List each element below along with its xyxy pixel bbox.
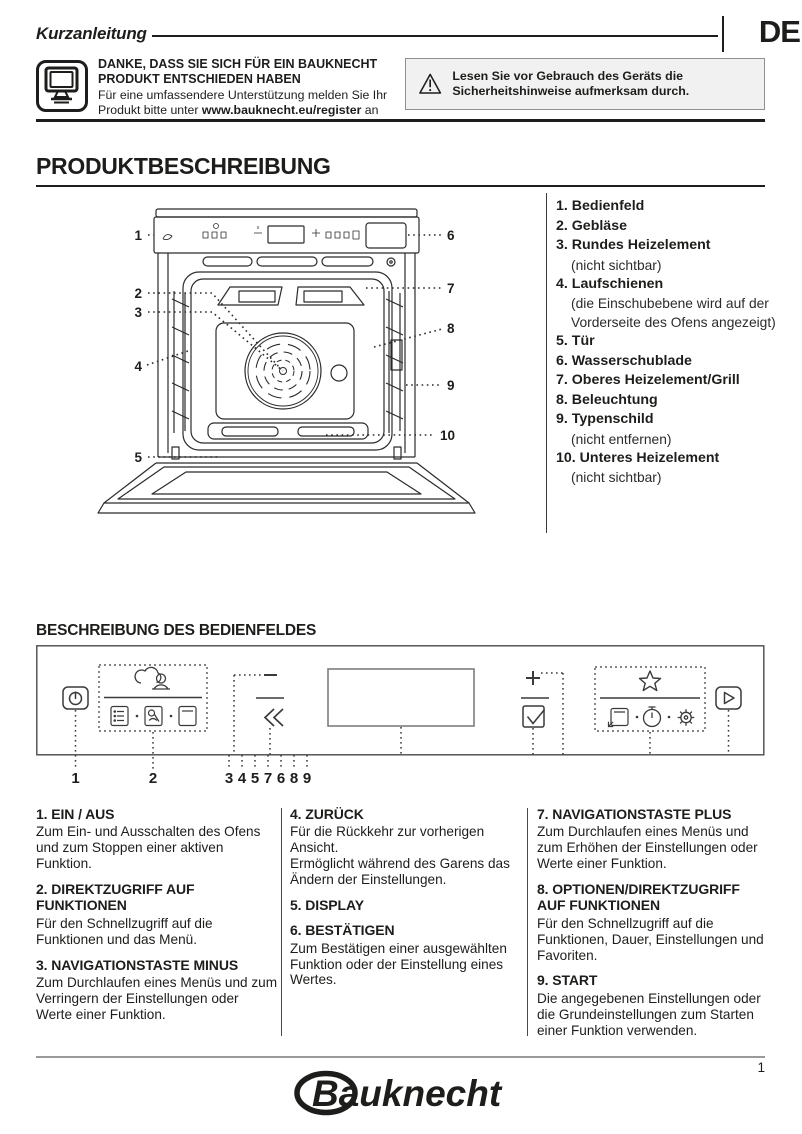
function-heading: 7. NAVIGATIONSTASTE PLUS [537,806,732,822]
function-heading: 2. DIREKTZUGRIFF AUF FUNKTIONEN [36,881,195,914]
control-panel-diagram [36,645,765,787]
separator-dot [170,715,173,718]
register-url: www.bauknecht.eu/register [201,102,362,117]
separator-dot [136,715,139,718]
settings-gear-icon [678,709,695,726]
list-item: 3. Rundes Heizelement (nicht sichtbar) [556,237,711,273]
assisted-cooking-icon [135,667,170,689]
function-heading: 1. EIN / AUS [36,806,115,822]
thanks-body-post: an [361,102,379,117]
parts-list [546,193,798,533]
header-vertical-divider [722,16,724,52]
separator-dot [668,716,671,719]
section-divider [36,119,765,122]
svg-text:8: 8 [289,770,299,787]
list-item: 7. Oberes Heizelement/Grill [556,372,740,388]
svg-text:7: 7 [263,770,273,787]
function-body: Für die Rückkehr zur vorherigen Ansicht. [290,824,485,856]
svg-text:8: 8 [447,321,455,336]
function-body: Ermöglicht während des Garens das Ändern der Einstellungen. [290,856,510,888]
footer-rule [36,1056,765,1058]
oven-door-icon [179,707,196,726]
list-item: 9. Typenschild (nicht entfernen) [556,411,672,447]
panel-section-title: BESCHREIBUNG DES BEDIENFELDES [36,622,317,639]
svg-text:6: 6 [447,228,455,243]
function-body: Die angegebenen Einstellungen oder die Grundeinstellungen zum Starten einer Funktion verwenden. [537,990,761,1038]
function-body: Für den Schnellzugriff auf die Funktionen, Dauer, Einstellungen und Favoriten. [537,915,764,963]
language-code: DE [758,14,800,49]
callout-numbers-left [134,228,142,465]
list-item: 10. Unteres Heizelement (nicht sichtbar) [556,449,720,485]
thanks-body-pre: Für eine umfassendere Unterstützung melden Sie Ihr Produkt bitte unter [98,88,388,117]
doc-title: Kurzanleitung [36,24,147,43]
list-item: 1. Bedienfeld [556,198,645,214]
monitor-icon [36,60,88,112]
thanks-text [98,57,398,117]
options-door-arrow-icon [609,709,629,727]
function-body: Für den Schnellzugriff auf die Funktionen und das Menü. [36,915,213,947]
function-heading: 9. START [537,972,598,989]
svg-text:4: 4 [237,770,247,787]
product-title-underline [36,185,765,187]
svg-text:2: 2 [134,286,142,301]
svg-text:1: 1 [71,770,80,787]
oven-fan-icon [245,333,347,409]
brand-name: Bauknecht [312,1073,502,1114]
oven-light-icon [331,365,347,381]
function-heading: 4. ZURÜCK [290,806,364,822]
svg-text:5: 5 [134,450,142,465]
function-heading: 6. BESTÄTIGEN [290,922,395,939]
list-item: 2. Gebläse [556,217,627,234]
function-body: Zum Durchlaufen eines Menüs und zum Erhöhen der Einstellungen oder Werte einer Funktion. [537,824,758,872]
svg-text:9: 9 [302,770,312,787]
svg-text:7: 7 [447,281,455,296]
minus-button-icon [256,675,284,698]
warning-text: Lesen Sie vor Gebrauch des Geräts die Sicherheitshinweise aufmerksam durch. [452,69,690,98]
brand-logo [0,1068,802,1121]
thanks-body [98,88,398,117]
function-body: Zum Ein- und Ausschalten des Ofens und zum Stoppen einer aktiven Funktion. [36,824,261,872]
function-body: Zum Bestätigen einer ausgewählten Funktion oder der Einstellung eines Wertes. [290,940,507,988]
plus-button-icon [521,671,549,698]
function-heading: 8. OPTIONEN/DIREKTZUGRIFF AUF FUNKTIONEN [537,881,740,914]
svg-text:5: 5 [250,770,260,787]
back-chevrons-icon [265,709,283,726]
thanks-title-line1: DANKE, DASS SIE SICH FÜR EIN BAUKNECHT [98,57,378,71]
functions-column-2 [290,806,522,988]
functions-column-3 [537,806,767,1039]
header-rule [152,35,718,37]
display-screen [328,669,474,726]
function-body: Zum Durchlaufen eines Menüs und zum Verringern der Einstellungen oder Werte einer Funktion. [36,974,278,1022]
list-item: 8. Beleuchtung [556,391,658,408]
function-heading: 5. DISPLAY [290,896,364,913]
column-divider [281,808,282,1036]
warning-triangle-icon [418,66,442,102]
svg-text:3: 3 [224,770,234,787]
functions-list-icon [111,707,128,726]
svg-text:9: 9 [447,378,455,393]
svg-text:10: 10 [440,428,456,443]
power-button-icon [63,687,88,709]
function-heading: 3. NAVIGATIONSTASTE MINUS [36,956,239,973]
list-item: 4. Laufschienen (die Einschubebene wird auf der Vorderseite des Ofens angezeigt) [556,275,776,330]
timer-icon [644,707,661,727]
manual-functions-icon [145,707,162,726]
panel-callout-numbers [71,770,311,787]
favorites-star-icon [640,671,661,691]
svg-text:6: 6 [276,770,286,787]
list-item: 6. Wasserschublade [556,352,692,369]
svg-text:3: 3 [134,305,142,320]
thanks-title-line2: PRODUKT ENTSCHIEDEN HABEN [98,71,301,86]
functions-column-1 [36,806,278,1023]
svg-text:1: 1 [134,228,142,243]
safety-warning-box [405,58,765,110]
product-section-title: PRODUKTBESCHREIBUNG [36,153,331,179]
start-play-icon [716,687,741,709]
separator-dot [636,716,639,719]
confirm-check-icon [523,706,545,727]
column-divider [527,808,528,1036]
oven-diagram [36,195,506,535]
page-number: 1 [757,1060,765,1075]
list-item: 5. Tür [556,333,595,349]
svg-text:4: 4 [134,359,142,374]
svg-text:2: 2 [148,770,158,787]
callout-numbers-right [440,228,455,443]
